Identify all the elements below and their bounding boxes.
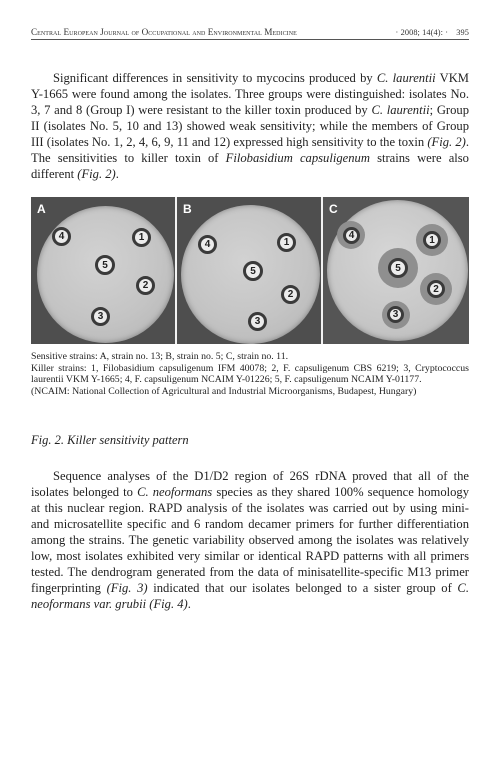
figure-title: Fig. 2. Killer sensitivity pattern xyxy=(31,433,189,447)
killer-well: 3 xyxy=(248,312,267,331)
caption-ncaim-note: (NCAIM: National Collection of Agricultural and Industrial Microorganisms, Budapest, Hungary) xyxy=(31,385,417,397)
issue-citation: · 2008; 14(4): · xyxy=(395,28,449,37)
killer-well: 3 xyxy=(91,307,110,326)
panel-label: B xyxy=(183,202,192,216)
figure-caption xyxy=(31,351,469,397)
plate-panel-a xyxy=(31,197,175,344)
killer-well: 2 xyxy=(136,276,155,295)
killer-well: 2 xyxy=(427,280,445,298)
killer-well: 4 xyxy=(343,227,360,244)
killer-well: 5 xyxy=(243,261,263,281)
killer-well: 5 xyxy=(388,258,408,278)
caption-killer-strains: Killer strains: 1, Filobasidium capsuligenum IFM 40078; 2, F. capsuligenum CBS 6219; 3, Cryptococcus laurentii VKM Y-1665; 4, F. capsuligenum NCAIM Y-01226; 5, F. capsuligenum NCAIM Y-01177. xyxy=(31,362,469,386)
killer-well: 1 xyxy=(423,231,441,249)
text-run: Sequence analyses of the D1/D2 region of 26S rDNA proved that all of the isolates belonged to xyxy=(31,469,469,499)
killer-well: 1 xyxy=(132,228,151,247)
caption-sensitive-strains: Sensitive strains: A, strain no. 13; B, strain no. 5; C, strain no. 11. xyxy=(31,351,289,362)
issue-info xyxy=(396,28,469,37)
paragraph-sequence-analysis xyxy=(31,468,469,612)
killer-well: 3 xyxy=(387,306,404,323)
figure-killer-plates xyxy=(31,197,469,344)
species-name: C. laurentii xyxy=(371,103,430,117)
plate-panel-b xyxy=(177,197,321,344)
page-number: 395 xyxy=(456,28,469,37)
text-run: Significant differences in sensitivity to mycocins produced by xyxy=(53,71,377,85)
running-header xyxy=(31,27,469,37)
panel-label: A xyxy=(37,202,46,216)
text-run: . xyxy=(187,597,191,611)
panel-label: C xyxy=(329,202,338,216)
text-run: . xyxy=(115,167,119,181)
species-name: C. neoformans var. grubii xyxy=(31,581,469,611)
species-name: C. neoformans xyxy=(137,485,213,499)
text-run: strains were also different xyxy=(31,151,469,181)
header-rule xyxy=(31,39,469,40)
text-run: VKM Y-1665 were found among the isolates. Three groups were distinguished: isolates No. 3, 7 and 8 (Group I) were resistant to the killer toxin produced by xyxy=(31,71,470,117)
species-name: C. laurentii xyxy=(376,71,436,85)
paragraph-sensitivity xyxy=(31,70,469,182)
text-run: ; Group II (isolates No. 5, 10 and 13) showed weak sensitivity; while the members of Group III (isolates No. 1, 2, 4, 6, 9, 11 and 12) expressed high sensitivity to the toxin xyxy=(31,103,469,149)
text-run: indicated that our isolates belonged to a sister group of xyxy=(147,581,458,595)
killer-well: 4 xyxy=(198,235,217,254)
figure-reference: (Fig. 4) xyxy=(149,597,188,611)
species-name: Filobasidium capsuligenum xyxy=(225,151,370,165)
killer-well: 5 xyxy=(95,255,115,275)
killer-well: 1 xyxy=(277,233,296,252)
plate-panel-c xyxy=(323,197,469,344)
journal-name: Central European Journal of Occupational and Environmental Medicine xyxy=(31,27,297,37)
figure-reference: (Fig. 2) xyxy=(77,167,116,181)
killer-well: 2 xyxy=(281,285,300,304)
text-run: . The sensitivities to killer toxin of xyxy=(31,135,469,165)
figure-reference: (Fig. 3) xyxy=(106,581,148,595)
figure-reference: (Fig. 2) xyxy=(427,135,466,149)
killer-well: 4 xyxy=(52,227,71,246)
text-run: species as they shared 100% sequence homology at this nuclear region. RAPD analysis of the isolates was carried out by using mini- and microsatellite specific and 6 random decamer primers for further differentiation among the strains. The genetic variability observed among the isolates was relatively low, most isolates exhibited very similar or identical RAPD patterns with all primers tested. The dendrogram generated from the data of minisatellite-specific M13 primer fingerprinting xyxy=(31,485,470,595)
